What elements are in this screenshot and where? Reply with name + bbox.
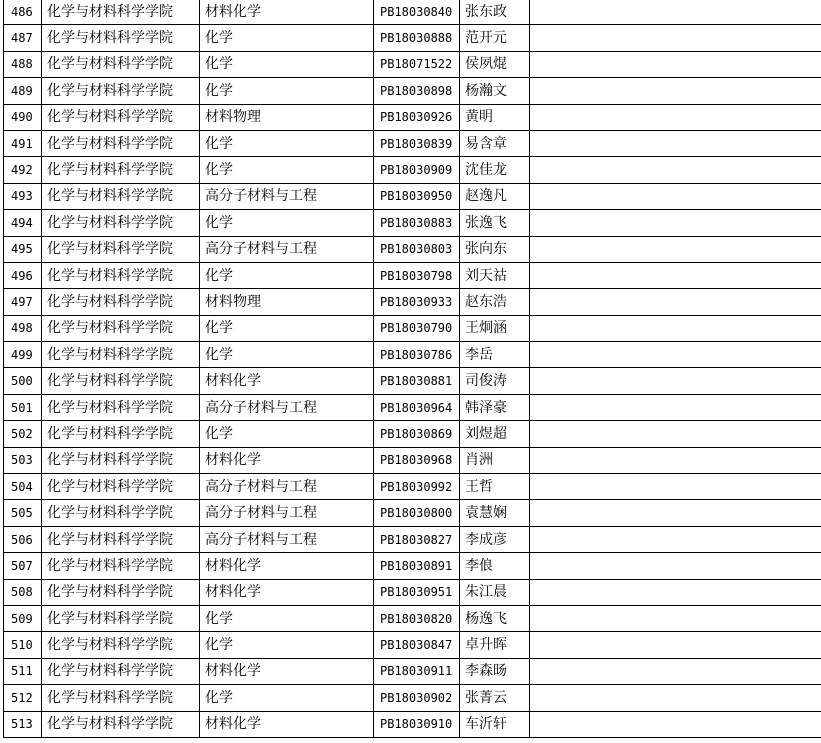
school-cell: 化学与材料科学学院 <box>42 605 200 631</box>
student-id-cell: PB18030798 <box>374 262 460 288</box>
school-cell: 化学与材料科学学院 <box>42 421 200 447</box>
major-cell: 材料化学 <box>200 658 374 684</box>
empty-cell <box>530 51 821 77</box>
empty-cell <box>530 658 821 684</box>
student-id-cell: PB18030902 <box>374 685 460 711</box>
empty-cell <box>530 368 821 394</box>
major-cell: 化学 <box>200 421 374 447</box>
school-cell: 化学与材料科学学院 <box>42 130 200 156</box>
student-id-cell: PB18030910 <box>374 711 460 737</box>
student-id-cell: PB18030800 <box>374 500 460 526</box>
student-name-cell: 司俊涛 <box>460 368 530 394</box>
student-id-cell: PB18030898 <box>374 78 460 104</box>
table-row <box>4 658 821 684</box>
student-name-cell: 肖洲 <box>460 447 530 473</box>
table-row <box>4 605 821 631</box>
major-cell: 材料化学 <box>200 553 374 579</box>
school-cell: 化学与材料科学学院 <box>42 447 200 473</box>
table-row <box>4 262 821 288</box>
student-id-cell: PB18030790 <box>374 315 460 341</box>
table-row <box>4 236 821 262</box>
student-id-cell: PB18030827 <box>374 526 460 552</box>
major-cell: 材料物理 <box>200 104 374 130</box>
row-number-cell: 501 <box>4 394 42 420</box>
major-cell: 化学 <box>200 315 374 341</box>
row-number-cell: 489 <box>4 78 42 104</box>
table-row <box>4 394 821 420</box>
student-name-cell: 赵东浩 <box>460 289 530 315</box>
student-name-cell: 张东政 <box>460 0 530 25</box>
student-name-cell: 王哲 <box>460 474 530 500</box>
table-row <box>4 368 821 394</box>
school-cell: 化学与材料科学学院 <box>42 474 200 500</box>
row-number-cell: 494 <box>4 210 42 236</box>
row-number-cell: 491 <box>4 130 42 156</box>
student-name-cell: 车沂轩 <box>460 711 530 737</box>
student-name-cell: 韩泽豪 <box>460 394 530 420</box>
student-name-cell: 李森旸 <box>460 658 530 684</box>
empty-cell <box>530 262 821 288</box>
student-name-cell: 范开元 <box>460 25 530 51</box>
school-cell: 化学与材料科学学院 <box>42 289 200 315</box>
major-cell: 高分子材料与工程 <box>200 394 374 420</box>
row-number-cell: 509 <box>4 605 42 631</box>
student-id-cell: PB18030839 <box>374 130 460 156</box>
empty-cell <box>530 342 821 368</box>
school-cell: 化学与材料科学学院 <box>42 183 200 209</box>
student-name-cell: 李俍 <box>460 553 530 579</box>
student-name-cell: 易含章 <box>460 130 530 156</box>
school-cell: 化学与材料科学学院 <box>42 368 200 394</box>
major-cell: 化学 <box>200 632 374 658</box>
student-name-cell: 刘煜超 <box>460 421 530 447</box>
empty-cell <box>530 447 821 473</box>
row-number-cell: 506 <box>4 526 42 552</box>
student-id-cell: PB18030786 <box>374 342 460 368</box>
school-cell: 化学与材料科学学院 <box>42 210 200 236</box>
empty-cell <box>530 474 821 500</box>
student-id-cell: PB18030992 <box>374 474 460 500</box>
empty-cell <box>530 421 821 447</box>
row-number-cell: 504 <box>4 474 42 500</box>
student-name-cell: 张向东 <box>460 236 530 262</box>
student-id-cell: PB18030869 <box>374 421 460 447</box>
student-name-cell: 刘天祜 <box>460 262 530 288</box>
major-cell: 材料化学 <box>200 368 374 394</box>
table-row <box>4 500 821 526</box>
student-id-cell: PB18030888 <box>374 25 460 51</box>
school-cell: 化学与材料科学学院 <box>42 342 200 368</box>
row-number-cell: 496 <box>4 262 42 288</box>
table-row <box>4 78 821 104</box>
table-row <box>4 685 821 711</box>
school-cell: 化学与材料科学学院 <box>42 579 200 605</box>
table-row <box>4 157 821 183</box>
student-name-cell: 李成彦 <box>460 526 530 552</box>
school-cell: 化学与材料科学学院 <box>42 157 200 183</box>
school-cell: 化学与材料科学学院 <box>42 632 200 658</box>
roster-body <box>4 0 821 737</box>
major-cell: 化学 <box>200 157 374 183</box>
table-row <box>4 421 821 447</box>
school-cell: 化学与材料科学学院 <box>42 236 200 262</box>
student-id-cell: PB18030840 <box>374 0 460 25</box>
row-number-cell: 492 <box>4 157 42 183</box>
school-cell: 化学与材料科学学院 <box>42 526 200 552</box>
major-cell: 材料化学 <box>200 0 374 25</box>
major-cell: 化学 <box>200 210 374 236</box>
table-row <box>4 25 821 51</box>
school-cell: 化学与材料科学学院 <box>42 25 200 51</box>
table-row <box>4 342 821 368</box>
row-number-cell: 497 <box>4 289 42 315</box>
empty-cell <box>530 553 821 579</box>
school-cell: 化学与材料科学学院 <box>42 315 200 341</box>
table-row <box>4 447 821 473</box>
empty-cell <box>530 104 821 130</box>
major-cell: 材料化学 <box>200 711 374 737</box>
empty-cell <box>530 526 821 552</box>
student-id-cell: PB18030968 <box>374 447 460 473</box>
student-name-cell: 赵逸凡 <box>460 183 530 209</box>
row-number-cell: 505 <box>4 500 42 526</box>
table-row <box>4 51 821 77</box>
empty-cell <box>530 78 821 104</box>
empty-cell <box>530 25 821 51</box>
school-cell: 化学与材料科学学院 <box>42 104 200 130</box>
school-cell: 化学与材料科学学院 <box>42 78 200 104</box>
empty-cell <box>530 130 821 156</box>
major-cell: 化学 <box>200 262 374 288</box>
empty-cell <box>530 605 821 631</box>
empty-cell <box>530 685 821 711</box>
student-id-cell: PB18030847 <box>374 632 460 658</box>
major-cell: 化学 <box>200 342 374 368</box>
student-id-cell: PB18030933 <box>374 289 460 315</box>
table-row <box>4 526 821 552</box>
school-cell: 化学与材料科学学院 <box>42 685 200 711</box>
school-cell: 化学与材料科学学院 <box>42 711 200 737</box>
major-cell: 材料化学 <box>200 579 374 605</box>
major-cell: 高分子材料与工程 <box>200 183 374 209</box>
row-number-cell: 490 <box>4 104 42 130</box>
row-number-cell: 498 <box>4 315 42 341</box>
row-number-cell: 487 <box>4 25 42 51</box>
student-id-cell: PB18030911 <box>374 658 460 684</box>
school-cell: 化学与材料科学学院 <box>42 394 200 420</box>
student-name-cell: 王炯涵 <box>460 315 530 341</box>
major-cell: 高分子材料与工程 <box>200 236 374 262</box>
major-cell: 材料化学 <box>200 447 374 473</box>
student-id-cell: PB18030964 <box>374 394 460 420</box>
student-id-cell: PB18030909 <box>374 157 460 183</box>
student-roster-table <box>3 0 821 738</box>
table-row <box>4 632 821 658</box>
table-row <box>4 553 821 579</box>
major-cell: 化学 <box>200 51 374 77</box>
student-name-cell: 沈佳龙 <box>460 157 530 183</box>
empty-cell <box>530 315 821 341</box>
student-id-cell: PB18071522 <box>374 51 460 77</box>
empty-cell <box>530 236 821 262</box>
student-name-cell: 侯夙焜 <box>460 51 530 77</box>
table-row <box>4 210 821 236</box>
table-row <box>4 289 821 315</box>
student-id-cell: PB18030951 <box>374 579 460 605</box>
school-cell: 化学与材料科学学院 <box>42 51 200 77</box>
empty-cell <box>530 183 821 209</box>
row-number-cell: 508 <box>4 579 42 605</box>
empty-cell <box>530 579 821 605</box>
table-row <box>4 183 821 209</box>
student-name-cell: 朱江晨 <box>460 579 530 605</box>
row-number-cell: 488 <box>4 51 42 77</box>
student-id-cell: PB18030820 <box>374 605 460 631</box>
row-number-cell: 511 <box>4 658 42 684</box>
row-number-cell: 512 <box>4 685 42 711</box>
student-id-cell: PB18030803 <box>374 236 460 262</box>
major-cell: 材料物理 <box>200 289 374 315</box>
table-row <box>4 711 821 737</box>
table-row <box>4 104 821 130</box>
school-cell: 化学与材料科学学院 <box>42 500 200 526</box>
row-number-cell: 493 <box>4 183 42 209</box>
empty-cell <box>530 500 821 526</box>
major-cell: 高分子材料与工程 <box>200 526 374 552</box>
row-number-cell: 500 <box>4 368 42 394</box>
row-number-cell: 503 <box>4 447 42 473</box>
student-name-cell: 袁慧娴 <box>460 500 530 526</box>
table-row <box>4 474 821 500</box>
student-name-cell: 杨瀚文 <box>460 78 530 104</box>
major-cell: 化学 <box>200 78 374 104</box>
student-name-cell: 张逸飞 <box>460 210 530 236</box>
school-cell: 化学与材料科学学院 <box>42 262 200 288</box>
major-cell: 高分子材料与工程 <box>200 500 374 526</box>
table-row <box>4 315 821 341</box>
empty-cell <box>530 711 821 737</box>
row-number-cell: 502 <box>4 421 42 447</box>
student-name-cell: 黄明 <box>460 104 530 130</box>
table-row <box>4 0 821 25</box>
school-cell: 化学与材料科学学院 <box>42 0 200 25</box>
student-name-cell: 卓升晖 <box>460 632 530 658</box>
row-number-cell: 513 <box>4 711 42 737</box>
row-number-cell: 495 <box>4 236 42 262</box>
table-row <box>4 579 821 605</box>
major-cell: 化学 <box>200 25 374 51</box>
student-name-cell: 李岳 <box>460 342 530 368</box>
student-id-cell: PB18030881 <box>374 368 460 394</box>
student-name-cell: 杨逸飞 <box>460 605 530 631</box>
empty-cell <box>530 157 821 183</box>
major-cell: 化学 <box>200 685 374 711</box>
table-row <box>4 130 821 156</box>
major-cell: 化学 <box>200 605 374 631</box>
school-cell: 化学与材料科学学院 <box>42 553 200 579</box>
student-name-cell: 张菁云 <box>460 685 530 711</box>
student-id-cell: PB18030883 <box>374 210 460 236</box>
major-cell: 化学 <box>200 130 374 156</box>
student-id-cell: PB18030950 <box>374 183 460 209</box>
row-number-cell: 510 <box>4 632 42 658</box>
major-cell: 高分子材料与工程 <box>200 474 374 500</box>
empty-cell <box>530 210 821 236</box>
student-id-cell: PB18030926 <box>374 104 460 130</box>
student-id-cell: PB18030891 <box>374 553 460 579</box>
row-number-cell: 499 <box>4 342 42 368</box>
empty-cell <box>530 289 821 315</box>
empty-cell <box>530 632 821 658</box>
school-cell: 化学与材料科学学院 <box>42 658 200 684</box>
empty-cell <box>530 0 821 25</box>
row-number-cell: 507 <box>4 553 42 579</box>
empty-cell <box>530 394 821 420</box>
row-number-cell: 486 <box>4 0 42 25</box>
